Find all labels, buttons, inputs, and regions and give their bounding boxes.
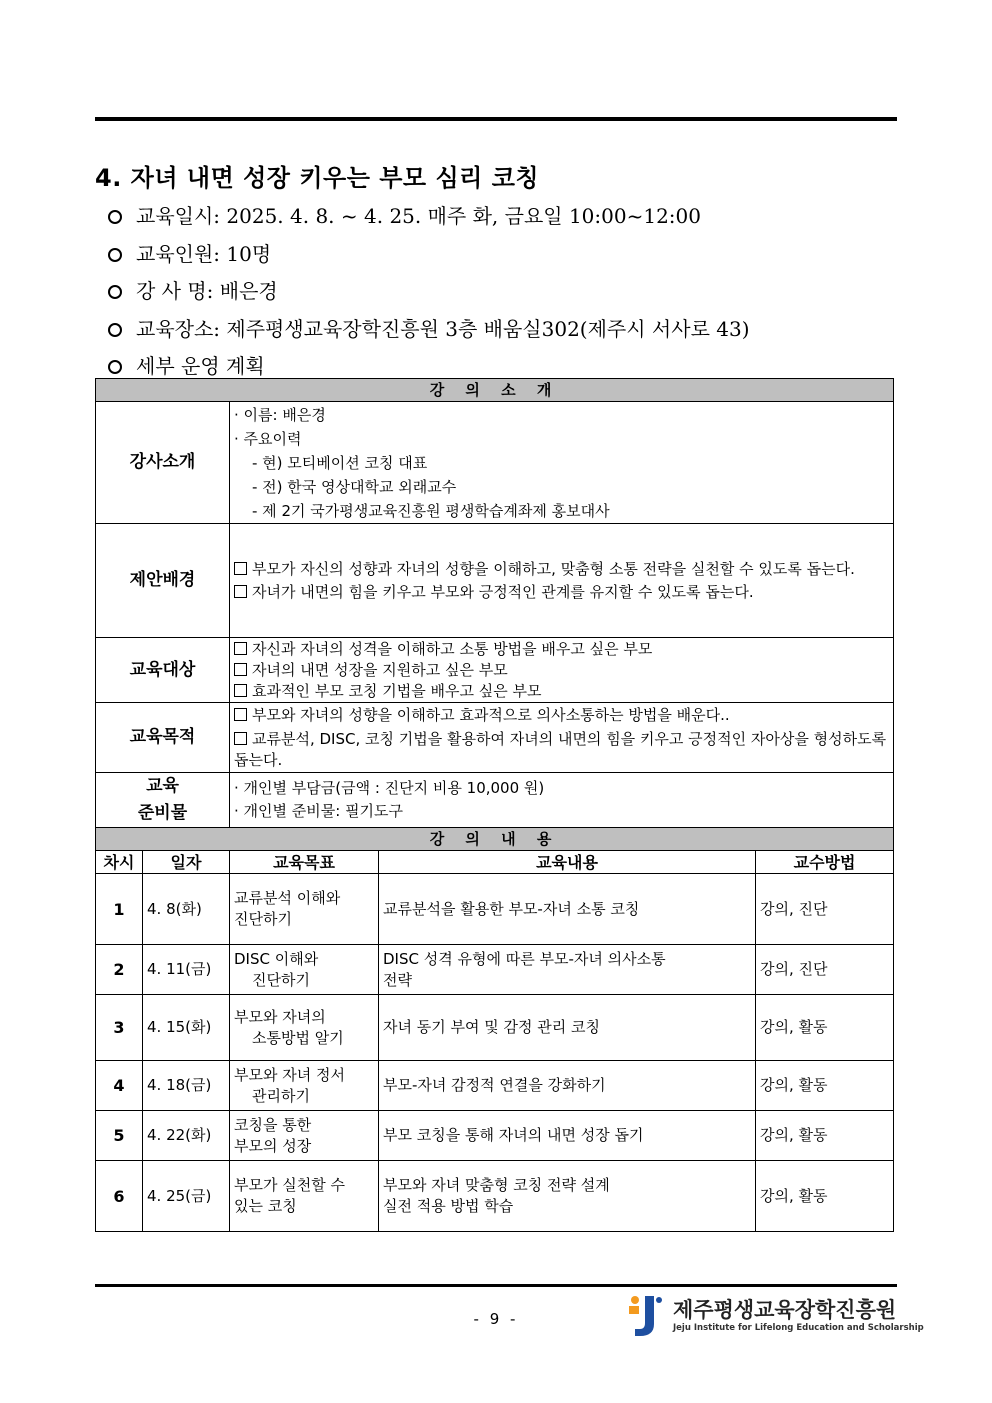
info-instructor: 강 사 명: 배은경 (108, 275, 278, 304)
circle-bullet-icon (108, 323, 122, 337)
session-number: 3 (96, 995, 143, 1061)
goal-label: 교육목적 (96, 703, 230, 773)
session-date: 4. 11(금) (143, 945, 230, 995)
background-item: 부모가 자신의 성향과 자녀의 성향을 이해하고, 맞춤형 소통 전략을 실천할 수 있도록 돕는다. (234, 559, 889, 580)
materials-supplies: · 개인별 준비물: 필기도구 (234, 802, 404, 820)
session-number: 4 (96, 1061, 143, 1111)
materials-cost: · 개인별 부담금(금액 : 진단지 비용 10,000 원) (234, 779, 545, 797)
intro-section-header: 강 의 소 개 (96, 379, 894, 402)
session-content: 교류분석을 활용한 부모-자녀 소통 코칭 (379, 874, 756, 945)
checkbox-icon (234, 585, 247, 598)
session-number: 1 (96, 874, 143, 945)
target-item: 효과적인 부모 코칭 기법을 배우고 싶은 부모 (234, 681, 889, 702)
circle-bullet-icon (108, 285, 122, 299)
target-item: 자녀의 내면 성장을 지원하고 싶은 부모 (234, 660, 889, 681)
program-table (95, 378, 894, 1232)
session-goal: 코칭을 통한 부모의 성장 (230, 1111, 379, 1161)
session-number: 6 (96, 1161, 143, 1232)
instructor-name: · 이름: 배은경 (234, 405, 326, 424)
info-location: 교육장소: 제주평생교육장학진흥원 3층 배움실302(제주시 서사로 43) (108, 313, 750, 342)
checkbox-icon (234, 684, 247, 697)
table-row (96, 874, 894, 945)
circle-bullet-icon (108, 210, 122, 224)
session-content: 부모와 자녀 맞춤형 코칭 전략 설계 실전 적용 방법 학습 (379, 1161, 756, 1232)
column-header-goal: 교육목표 (230, 851, 379, 874)
section-title: 4. 자녀 내면 성장 키우는 부모 심리 코칭 (95, 164, 540, 192)
instructor-label: 강사소개 (96, 402, 230, 524)
checkbox-icon (234, 732, 247, 745)
checkbox-icon (234, 663, 247, 676)
session-date: 4. 8(화) (143, 874, 230, 945)
circle-bullet-icon (108, 360, 122, 374)
session-date: 4. 25(금) (143, 1161, 230, 1232)
instructor-career-item: - 전) 한국 영상대학교 외래교수 (252, 477, 457, 496)
logo-subtitle: Jeju Institute for Lifelong Education and Scholarship (673, 1323, 924, 1333)
session-number: 2 (96, 945, 143, 995)
content-section-header: 강 의 내 용 (96, 828, 894, 851)
session-content: 부모 코칭을 통해 자녀의 내면 성장 돕기 (379, 1111, 756, 1161)
session-date: 4. 18(금) (143, 1061, 230, 1111)
target-label: 교육대상 (96, 638, 230, 703)
column-header-method: 교수방법 (756, 851, 894, 874)
session-goal: 부모와 자녀의 소통방법 알기 (230, 995, 379, 1061)
session-goal: DISC 이해와 진단하기 (230, 945, 379, 995)
materials-label: 교육 준비물 (96, 773, 230, 828)
session-content: 자녀 동기 부여 및 감정 관리 코칭 (379, 995, 756, 1061)
session-method: 강의, 진단 (756, 945, 894, 995)
checkbox-icon (234, 708, 247, 721)
checkbox-icon (234, 562, 247, 575)
checkbox-icon (234, 642, 247, 655)
bottom-rule (95, 1284, 897, 1287)
column-header-session: 차시 (96, 851, 143, 874)
table-row (96, 1061, 894, 1111)
table-row (96, 1111, 894, 1161)
instructor-career-heading: · 주요이력 (234, 429, 302, 448)
session-number: 5 (96, 1111, 143, 1161)
table-row (96, 1161, 894, 1232)
instructor-cell (230, 402, 894, 524)
target-cell (230, 638, 894, 703)
table-row (96, 995, 894, 1061)
session-content: DISC 성격 유형에 따른 부모-자녀 의사소통 전략 (379, 945, 756, 995)
instructor-career-item: - 제 2기 국가평생교육진흥원 평생학습계좌제 홍보대사 (252, 501, 610, 520)
top-rule (95, 117, 897, 121)
session-method: 강의, 활동 (756, 1061, 894, 1111)
goal-item: 부모와 자녀의 성향을 이해하고 효과적으로 의사소통하는 방법을 배운다.. (234, 705, 889, 726)
background-item: 자녀가 내면의 힘을 키우고 부모와 긍정적인 관계를 유지할 수 있도록 돕는다. (234, 582, 889, 603)
session-date: 4. 15(화) (143, 995, 230, 1061)
materials-cell (230, 773, 894, 828)
session-goal: 교류분석 이해와 진단하기 (230, 874, 379, 945)
institute-logo (625, 1294, 924, 1338)
session-method: 강의, 진단 (756, 874, 894, 945)
info-capacity: 교육인원: 10명 (108, 238, 271, 267)
background-label: 제안배경 (96, 524, 230, 638)
logo-name: 제주평생교육장학진흥원 (673, 1298, 897, 1322)
institute-logo-icon (625, 1294, 665, 1338)
instructor-career-item: - 현) 모티베이션 코칭 대표 (252, 453, 428, 472)
background-cell (230, 524, 894, 638)
info-schedule: 교육일시: 2025. 4. 8. ~ 4. 25. 매주 화, 금요일 10:00~12:00 (108, 200, 701, 229)
target-item: 자신과 자녀의 성격을 이해하고 소통 방법을 배우고 싶은 부모 (234, 639, 889, 660)
session-method: 강의, 활동 (756, 1161, 894, 1232)
circle-bullet-icon (108, 248, 122, 262)
session-content: 부모-자녀 감정적 연결을 강화하기 (379, 1061, 756, 1111)
session-method: 강의, 활동 (756, 995, 894, 1061)
session-method: 강의, 활동 (756, 1111, 894, 1161)
session-goal: 부모가 실천할 수 있는 코칭 (230, 1161, 379, 1232)
column-header-date: 일자 (143, 851, 230, 874)
goal-item: 교류분석, DISC, 코칭 기법을 활용하여 자녀의 내면의 힘을 키우고 긍정적인 자아상을 형성하도록 돕는다. (234, 729, 887, 769)
info-plan: 세부 운영 계획 (108, 350, 265, 379)
session-date: 4. 22(화) (143, 1111, 230, 1161)
goal-cell (230, 703, 894, 773)
table-row (96, 945, 894, 995)
session-goal: 부모와 자녀 정서 관리하기 (230, 1061, 379, 1111)
page-number: - 9 - (473, 1310, 519, 1328)
column-header-content: 교육내용 (379, 851, 756, 874)
